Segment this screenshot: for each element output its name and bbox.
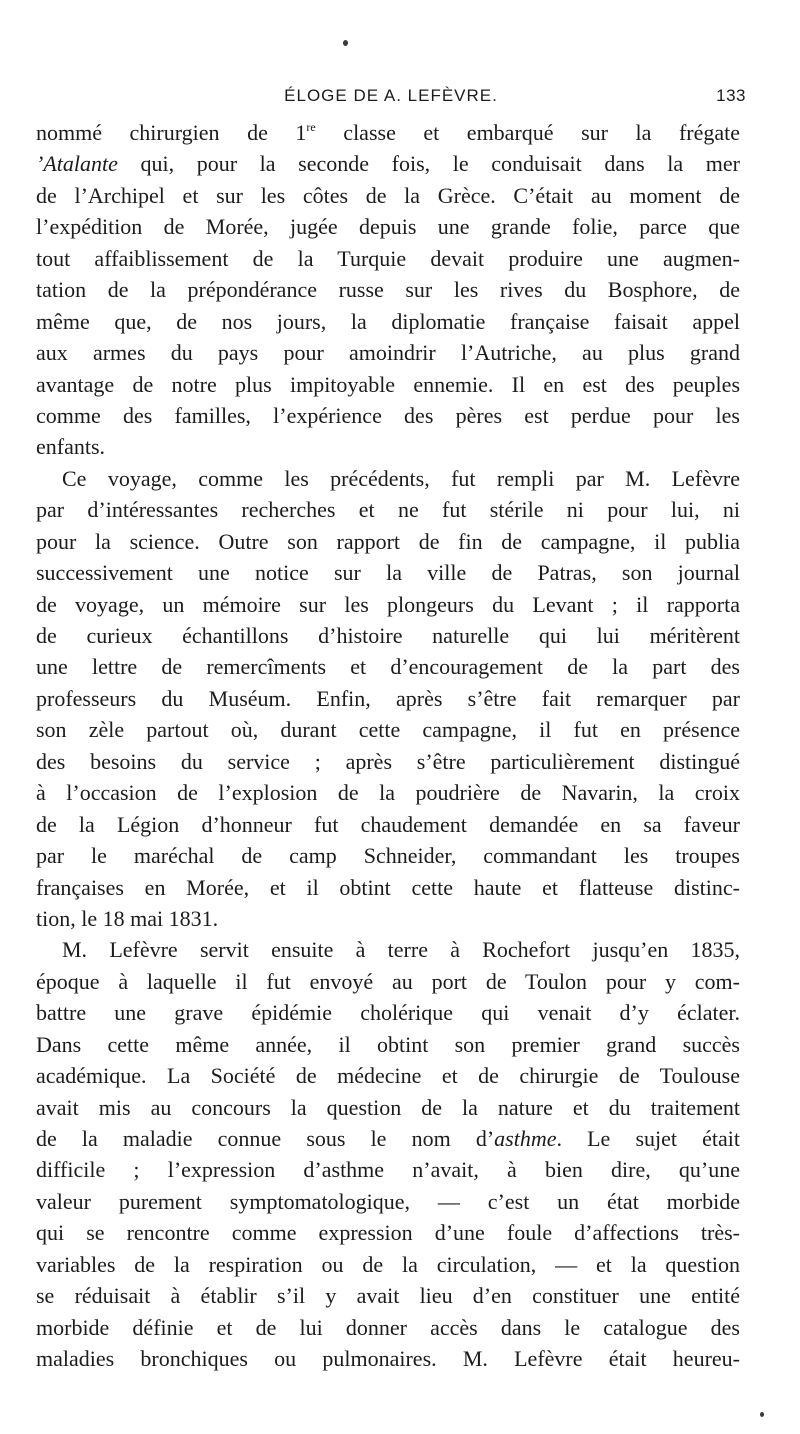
text-line (36, 934, 740, 965)
line-text: époque à laquelle il fut envoyé au port de Toulon pour y com- (36, 968, 740, 994)
text-line (36, 903, 740, 934)
paragraph (36, 934, 740, 1374)
text-line (36, 589, 740, 620)
text-line (36, 211, 740, 242)
line-text: comme des familles, l’expérience des pères est perdue pour les (36, 402, 740, 428)
italic-text: asthme (494, 1126, 557, 1151)
line-text: par le maréchal de camp Schneider, commandant les troupes (36, 843, 740, 869)
line-text: qui se rencontre comme expression d’une foule d’affections très- (36, 1220, 740, 1246)
line-text: à l’occasion de l’explosion de la poudrière de Navarin, la croix (36, 780, 740, 806)
line-text: avantage de notre plus impitoyable ennemie. Il en est des peuples (36, 371, 740, 397)
text-line (36, 1186, 740, 1217)
text-line (36, 651, 740, 682)
line-text: des besoins du service ; après s’être particulièrement distingué (36, 748, 740, 774)
text-line (36, 997, 740, 1028)
line-text: même que, de nos jours, la diplomatie française faisait appel (36, 308, 740, 334)
text-line (36, 1312, 740, 1343)
text-line (36, 274, 740, 305)
line-text: de curieux échantillons d’histoire naturelle qui lui méritèrent (36, 623, 740, 648)
line-text: tout affaiblissement de la Turquie devait produire une augmen- (36, 245, 740, 271)
text-line (36, 400, 740, 431)
line-text: se réduisait à établir s’il y avait lieu d’en constituer une entité (36, 1283, 740, 1309)
line-text: morbide définie et de lui donner accès dans le catalogue des (36, 1314, 740, 1340)
paragraph (36, 117, 740, 463)
line-text: l’expédition de Morée, jugée depuis une grande folie, parce que (36, 214, 740, 240)
text-line (36, 809, 740, 840)
line-text: M. Lefèvre servit ensuite à terre à Rochefort jusqu’en 1835, (62, 937, 740, 963)
text-line (36, 180, 740, 211)
text-line (36, 557, 740, 588)
text-line (36, 872, 740, 903)
line-text-tail: . Le sujet était (556, 1126, 740, 1151)
line-text: variables de la respiration ou de la circulation, — et la question (36, 1251, 740, 1277)
line-text: académique. La Société de médecine et de chirurgie de Toulouse (36, 1063, 740, 1089)
text-line (36, 526, 740, 557)
page-header (36, 80, 746, 110)
text-line (36, 683, 740, 714)
superscript: re (306, 120, 316, 134)
text-line (36, 494, 740, 525)
line-text: valeur purement symptomatologique, — c’est un état morbide (36, 1188, 740, 1214)
line-text: de l’Archipel et sur les côtes de la Grèce. C’était au moment de (36, 182, 740, 208)
text-line (36, 1280, 740, 1311)
text-line (36, 1092, 740, 1123)
line-text: de la maladie connue sous le nom d’ (36, 1126, 495, 1151)
line-text: pour la science. Outre son rapport de fin de campagne, il publia (36, 528, 740, 554)
line-text: avait mis au concours la question de la nature et du traitement (36, 1094, 740, 1120)
text-line (36, 243, 740, 274)
line-text: battre une grave épidémie cholérique qui venait d’y éclater. (36, 1000, 740, 1026)
text-line (36, 620, 740, 651)
print-speck-top (343, 40, 348, 46)
text-line (36, 840, 740, 871)
text-line (36, 1217, 740, 1248)
paragraph (36, 463, 740, 935)
text-line (36, 148, 740, 179)
line-text: nommé chirurgien de 1 (36, 120, 307, 145)
text-line (36, 1123, 740, 1154)
line-text: maladies bronchiques ou pulmonaires. M. Lefèvre était heureu- (36, 1346, 740, 1372)
text-line (36, 1343, 740, 1374)
line-text: Dans cette même année, il obtint son premier grand succès (36, 1031, 740, 1057)
line-text: tation de la prépondérance russe sur les rives du Bosphore, de (36, 277, 740, 303)
text-line (36, 306, 740, 337)
text-line (36, 431, 740, 462)
text-line (36, 746, 740, 777)
line-text: de la Légion d’honneur fut chaudement demandée en sa faveur (36, 811, 740, 837)
line-text: professeurs du Muséum. Enfin, après s’être fait remarquer par (36, 685, 740, 711)
text-line (36, 463, 740, 494)
line-text: difficile ; l’expression d’asthme n’avait, à bien dire, qu’une (36, 1157, 740, 1183)
line-text: une lettre de remercîments et d’encouragement de la part des (36, 654, 740, 680)
line-text: Ce voyage, comme les précédents, fut rempli par M. Lefèvre (62, 465, 740, 491)
text-line (36, 1154, 740, 1185)
text-line (36, 117, 740, 148)
line-text-tail: qui, pour la seconde fois, le conduisait dans la mer (117, 151, 740, 177)
line-text: françaises en Morée, et il obtint cette haute et flatteuse distinc- (36, 874, 740, 900)
text-line (36, 369, 740, 400)
text-line (36, 337, 740, 368)
line-text: de voyage, un mémoire sur les plongeurs du Levant ; il rapporta (36, 591, 740, 617)
text-line (36, 1249, 740, 1280)
line-text: enfants. (36, 434, 106, 460)
running-title: ÉLOGE DE A. LEFÈVRE. (284, 86, 498, 105)
print-speck-bottom (760, 1412, 764, 1417)
line-text: tion, le 18 mai 1831. (36, 905, 219, 931)
line-text: son zèle partout où, durant cette campagne, il fut en présence (36, 717, 740, 743)
page-number: 133 (716, 86, 746, 105)
line-text: par d’intéressantes recherches et ne fut stérile ni pour lui, ni (36, 497, 740, 523)
text-line (36, 714, 740, 745)
text-line (36, 966, 740, 997)
text-line (36, 777, 740, 808)
italic-text: ’Atalante (36, 151, 118, 177)
body-text (36, 117, 740, 1375)
line-text: successivement une notice sur la ville de Patras, son journal (36, 560, 740, 586)
line-text: aux armes du pays pour amoindrir l’Autriche, au plus grand (36, 340, 740, 366)
text-line (36, 1060, 740, 1091)
text-line (36, 1029, 740, 1060)
line-text-tail: classe et embarqué sur la frégate (315, 120, 741, 145)
